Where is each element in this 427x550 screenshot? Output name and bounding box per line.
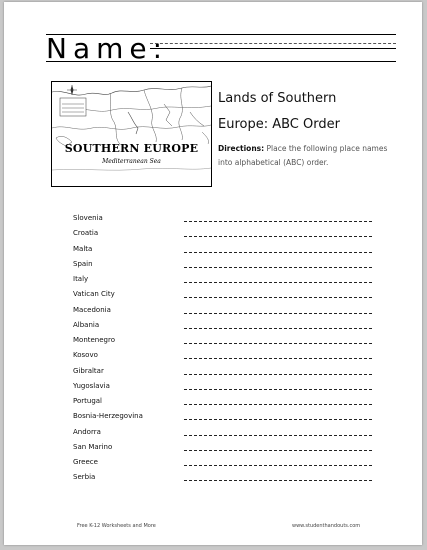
answer-blank-line xyxy=(184,328,372,329)
word-row xyxy=(73,365,383,380)
word-row xyxy=(73,304,383,319)
name-label: Name: xyxy=(46,32,169,65)
word-row xyxy=(73,319,383,334)
answer-blank-line xyxy=(184,374,372,375)
answer-blank-line xyxy=(184,313,372,314)
word-label: Montenegro xyxy=(73,336,116,344)
word-label: Malta xyxy=(73,244,93,253)
word-row xyxy=(73,349,383,364)
word-row xyxy=(73,441,383,456)
map-outline-drawing xyxy=(52,82,211,186)
word-label: Greece xyxy=(73,458,98,466)
name-upper-writing-rule xyxy=(150,48,396,49)
answer-blank-line xyxy=(184,450,372,451)
map-caption: SOUTHERN EUROPE xyxy=(64,142,199,155)
word-row xyxy=(73,456,383,471)
word-row xyxy=(73,471,383,486)
word-row xyxy=(73,380,383,395)
word-label: Kosovo xyxy=(73,351,98,360)
answer-blank-line xyxy=(184,282,372,283)
word-label: Bosnia-Herzegovina xyxy=(73,412,143,421)
word-row xyxy=(73,288,383,303)
worksheet-title xyxy=(218,86,398,138)
word-row xyxy=(73,243,383,258)
worksheet-page xyxy=(4,2,422,545)
worksheet-title-line-1: Lands of Southern xyxy=(218,91,337,106)
answer-blank-line xyxy=(184,358,372,359)
footer-website: www.studenthandouts.com xyxy=(292,523,361,529)
word-label: Gibraltar xyxy=(73,366,104,375)
word-row xyxy=(73,426,383,441)
worksheet-title-line-2: Europe: ABC Order xyxy=(218,117,340,132)
word-list xyxy=(73,212,383,487)
name-line xyxy=(46,32,396,66)
answer-blank-line xyxy=(184,297,372,298)
word-row xyxy=(73,273,383,288)
word-label: Croatia xyxy=(73,229,99,238)
word-row xyxy=(73,395,383,410)
answer-blank-line xyxy=(184,389,372,390)
name-baseline-rule xyxy=(46,61,396,62)
answer-blank-line xyxy=(184,221,372,222)
answer-blank-line xyxy=(184,465,372,466)
word-row xyxy=(73,410,383,425)
map-sea-label: Mediterranean Sea xyxy=(102,158,161,165)
word-label: Portugal xyxy=(73,397,102,405)
word-row xyxy=(73,227,383,242)
answer-blank-line xyxy=(184,236,372,237)
word-label: Andorra xyxy=(73,427,101,436)
footer-left-text: Free K-12 Worksheets and More xyxy=(77,523,156,529)
directions xyxy=(218,142,400,170)
directions-label: Directions: xyxy=(218,144,265,153)
word-label: Spain xyxy=(73,259,93,268)
answer-blank-line xyxy=(184,252,372,253)
directions-text: Place the following place names into alphabetical (ABC) order. xyxy=(218,144,388,167)
word-label: Serbia xyxy=(73,473,96,482)
word-row xyxy=(73,258,383,273)
answer-blank-line xyxy=(184,404,372,405)
word-label: Yugoslavia xyxy=(73,381,110,390)
answer-blank-line xyxy=(184,435,372,436)
word-label: Slovenia xyxy=(73,214,103,222)
answer-blank-line xyxy=(184,480,372,481)
word-label: Macedonia xyxy=(73,305,111,314)
answer-blank-line xyxy=(184,343,372,344)
name-top-rule xyxy=(46,34,396,35)
word-label: Albania xyxy=(73,320,100,329)
answer-blank-line xyxy=(184,267,372,268)
word-label: Italy xyxy=(73,275,89,283)
southern-europe-map xyxy=(51,81,212,187)
word-label: San Marino xyxy=(73,442,113,451)
word-label: Vatican City xyxy=(73,290,115,299)
word-row xyxy=(73,212,383,227)
word-row xyxy=(73,334,383,349)
answer-blank-line xyxy=(184,419,372,420)
name-mid-rule xyxy=(150,43,396,44)
